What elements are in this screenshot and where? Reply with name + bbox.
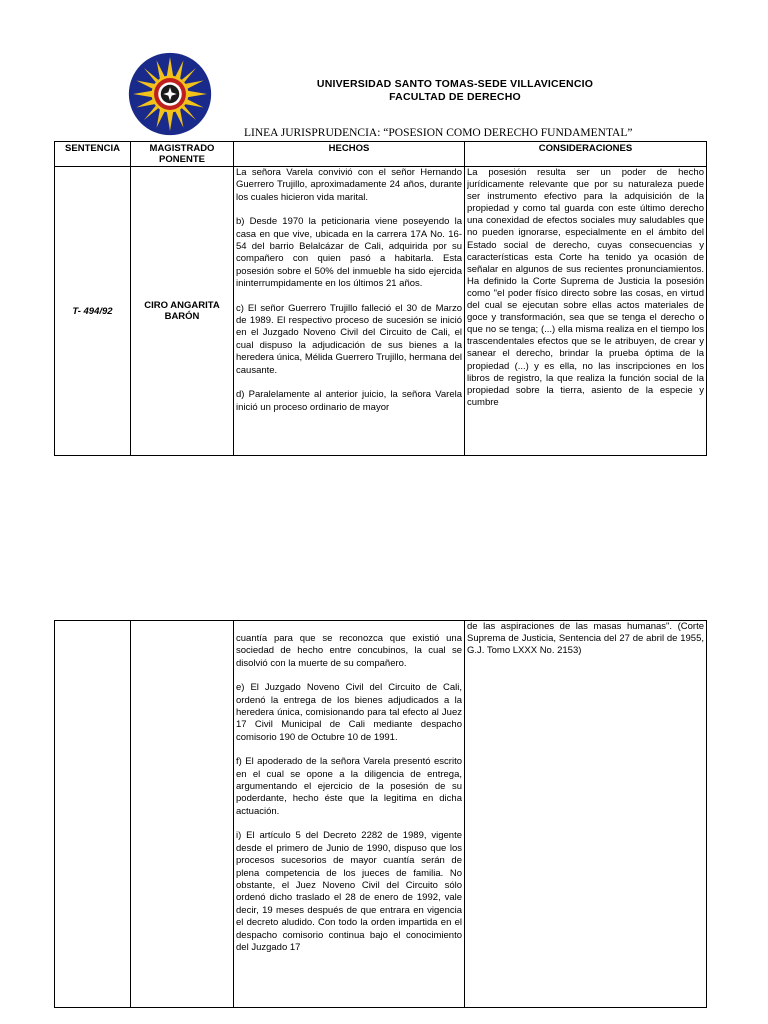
faculty-name: FACULTAD DE DERECHO bbox=[389, 91, 521, 103]
magistrado-cell-empty bbox=[131, 621, 234, 1008]
column-header-hechos: HECHOS bbox=[234, 142, 465, 167]
hechos-cell bbox=[234, 621, 465, 1008]
linea-jurisprudencia-title: LINEA JURISPRUDENCIA: “POSESION COMO DERECHO FUNDAMENTAL” bbox=[244, 127, 633, 139]
hechos-paragraph: e) El Juzgado Noveno Civil del Circuito de Cali, ordenó la entrega de los bienes adjudicados a la heredera única, comisionando para tal efecto al Juez 17 Civil Municipal de Cali mediante despacho comisorio 190 de Octubre 10 de 1991. bbox=[236, 682, 462, 743]
university-name: UNIVERSIDAD SANTO TOMAS-SEDE VILLAVICENCIO bbox=[316, 78, 594, 90]
column-header-magistrado: MAGISTRADO PONENTE bbox=[131, 142, 234, 167]
magistrado-cell: CIRO ANGARITA BARÓN bbox=[131, 167, 234, 456]
hechos-paragraph: f) El apoderado de la señora Varela presentó escrito en el cual se opone a la diligencia de entrega, argumentando el ejercicio de la posesión de su poderdante, hecho éste que la legitima en dicha actuación. bbox=[236, 756, 462, 817]
column-header-consideraciones: CONSIDERACIONES bbox=[465, 142, 707, 167]
hechos-paragraph: La señora Varela convivió con el señor Hernando Guerrero Trujillo, aproximadamente 24 años, durante los cuales hicieron vida marital. bbox=[236, 167, 462, 203]
sentencia-cell-empty bbox=[55, 621, 131, 1008]
consideraciones-text: de las aspiraciones de las masas humanas". (Corte Suprema de Justicia, Sentencia del 27 de abril de 1955, G.J. Tomo LXXX No. 2153) bbox=[467, 621, 704, 657]
hechos-paragraph: b) Desde 1970 la peticionaria viene poseyendo la casa en que vive, ubicada en la carrera 17A No. 16-54 del barrio Belalcázar de Cali, adquirida por su compañero con quien pasó a habitarla. Esta posesión sobre el 50% del inmueble ha sido ejercida ininterrumpidamente en los últimos 21 años. bbox=[236, 216, 462, 290]
table-header-row bbox=[55, 142, 707, 167]
jurisprudence-table-page1 bbox=[54, 141, 707, 456]
document-header bbox=[250, 78, 660, 104]
consideraciones-cell bbox=[465, 167, 707, 456]
table-row bbox=[55, 167, 707, 456]
sentencia-cell: T- 494/92 bbox=[55, 167, 131, 456]
hechos-cell bbox=[234, 167, 465, 456]
hechos-paragraph: c) El señor Guerrero Trujillo falleció el 30 de Marzo de 1989. El respectivo proceso de sucesión se inició en el Juzgado Noveno Civil del Circuito de Cali, el cual dispuso la adjudicación de sus bienes a la heredera única, Mélida Guerrero Trujillo, hermana del causante. bbox=[236, 302, 462, 376]
hechos-paragraph: i) El artículo 5 del Decreto 2282 de 1989, vigente desde el primero de Junio de 1990, dispuso que los procesos sucesorios de mayor cuantía serán de plena competencia de los jueces de familia. No obstante, el Juez Noveno Civil del Circuito sólo ordenó dicho traslado el 28 de enero de 1992, vale decir, 19 meses después de que entrara en vigencia el decreto aludido. Con todo la orden impartida en el despacho comisorio continua bajo el conocimiento del Juzgado 17 bbox=[236, 830, 462, 953]
hechos-paragraph: d) Paralelamente al anterior juicio, la señora Varela inició un proceso ordinario de mayor bbox=[236, 389, 462, 413]
column-header-sentencia: SENTENCIA bbox=[55, 142, 131, 167]
hechos-paragraph: cuantía para que se reconozca que existió una sociedad de hecho entre concubinos, la cual se disolvió con la muerte de su compañero. bbox=[236, 633, 462, 669]
table-row bbox=[55, 621, 707, 1008]
consideraciones-text: La posesión resulta ser un poder de hecho jurídicamente relevante que por su naturaleza puede ser instrumento efectivo para la adquisición de la propiedad y como tal guarda con este último derecho una conexidad de efectos sociales muy saludables que no pueden ignorarse, especialmente en el ámbito del Estado social de derecho, cuyas consecuencias y características esta Corte ha tenido ya ocasión de señalar en algunos de sus recientes pronunciamientos. Ha definido la Corte Suprema de Justicia la posesión como "el poder físico directo sobre las cosas, en virtud del cual se ejecutan sobre ellas actos materiales de goce y transformación, sea que se tenga el derecho o que no se tenga; (...) ella misma realiza en el tiempo los trascendentales efectos que se le atribuyen, de crear y sanear el derecho, brindar la prueba óptima de la propiedad (...) y es ella, no las inscripciones en los libros de registro, la que realiza la función social de la propiedad sobre la tierra, asiento de la especie y cumbre bbox=[467, 167, 704, 408]
university-seal-logo bbox=[128, 52, 212, 136]
consideraciones-cell bbox=[465, 621, 707, 1008]
jurisprudence-table-page2 bbox=[54, 620, 707, 1008]
